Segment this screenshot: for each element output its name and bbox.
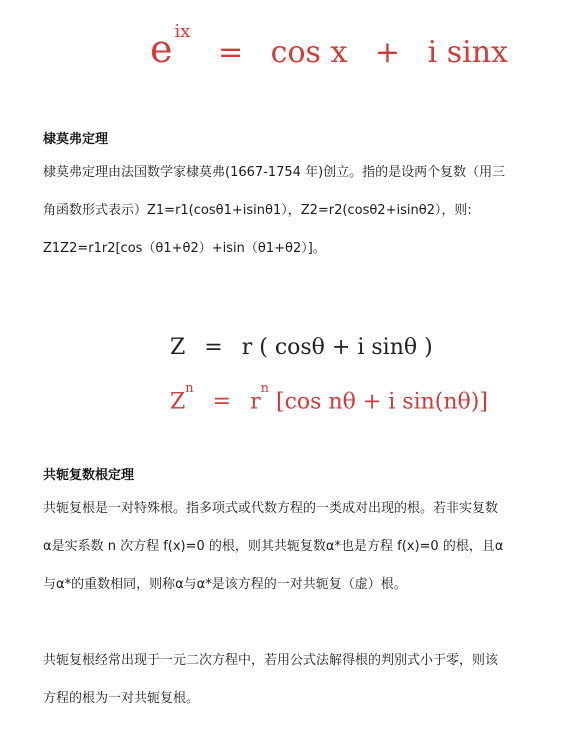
power-r: r [250,389,261,415]
text-line: 与α*的重数相同，则称α与α*是该方程的一对共轭复（虚）根。 [43,577,407,592]
text-line: 棣莫弗定理由法国数学家棣莫弗(1667-1754 年)创立。指的是设两个复数（用三 [43,165,506,180]
demoivre-formula-polar [170,337,433,359]
power-r-exponent: n [260,381,270,396]
euler-cos: cos x [270,35,348,70]
power-lhs: Z [170,389,186,415]
euler-base: e [150,27,173,71]
paragraph-conjugate-note [43,642,548,718]
euler-formula [150,21,508,71]
euler-equals: = [217,35,244,70]
text-line: 方程的根为一对共轭复根。 [43,691,200,706]
power-rhs: [cos nθ + i sin(nθ)] [276,389,488,415]
polar-lhs: Z [170,335,186,360]
section-heading-conjugate: 共轭复数根定理 [43,468,135,483]
power-equals: = [212,389,232,415]
text-line: 角函数形式表示）Z1=r1(cosθ1+isinθ1），Z2=r2(cosθ2+isinθ2），则: [43,203,472,218]
power-lhs-exponent: n [185,381,194,396]
paragraph-demoivre [43,154,548,268]
demoivre-formula-power [170,381,488,415]
paragraph-conjugate [43,490,548,604]
polar-rhs: r ( cosθ + i sinθ ) [241,335,433,360]
text-line: 共轭复根是一对特殊根。指多项式或代数方程的一类成对出现的根。若非实复数 [43,501,499,516]
polar-equals: = [204,335,223,360]
text-line: 共轭复根经常出现于一元二次方程中，若用公式法解得根的判别式小于零，则该 [43,653,499,668]
text-line: α是实系数 n 次方程 f(x)=0 的根，则其共轭复数α*也是方程 f(x)=0 的根，且α [43,539,504,554]
euler-exponent: ix [174,21,191,42]
text-line: Z1Z2=r1r2[cos（θ1+θ2）+isin（θ1+θ2）]。 [43,241,326,256]
section-heading-demoivre: 棣莫弗定理 [43,132,109,147]
euler-isin: i sinx [427,35,508,70]
euler-plus: + [374,35,401,70]
